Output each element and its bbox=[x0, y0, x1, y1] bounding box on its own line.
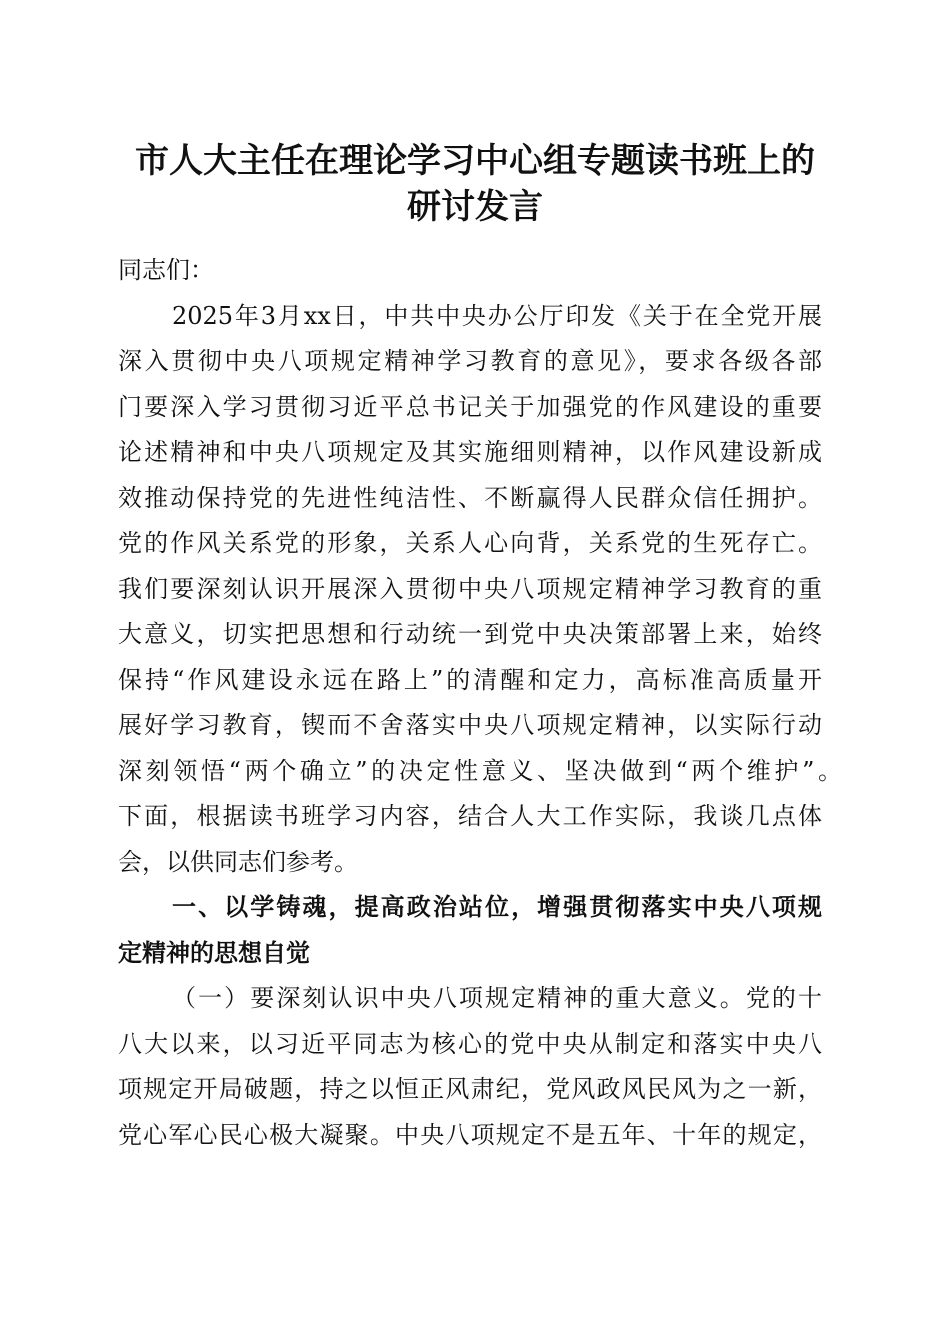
document-body bbox=[118, 248, 842, 1158]
paragraph-line: 保持“作风建设永远在路上”的清醒和定力，高标准高质量开 bbox=[118, 665, 822, 694]
section-heading: 一、以学铸魂，提高政治站位，增强贯彻落实中央八项规 bbox=[172, 893, 822, 921]
paragraph-line: （一）要深刻认识中央八项规定精神的重大意义。党的十 bbox=[172, 984, 822, 1012]
section-heading: 定精神的思想自觉 bbox=[118, 938, 310, 967]
paragraph-line: 深刻领悟“两个确立”的决定性意义、坚决做到“两个维护”。 bbox=[118, 756, 842, 785]
paragraph-line: 效推动保持党的先进性纯洁性、不断赢得人民群众信任拥护。 bbox=[118, 483, 822, 512]
paragraph-line: 我们要深刻认识开展深入贯彻中央八项规定精神学习教育的重 bbox=[118, 574, 822, 603]
paragraph-line: 党的作风关系党的形象，关系人心向背，关系党的生死存亡。 bbox=[118, 529, 822, 557]
paragraph-line: 项规定开局破题，持之以恒正风肃纪，党风政风民风为之一新， bbox=[118, 1075, 822, 1103]
title-line: 市人大主任在理论学习中心组专题读书班上的 bbox=[135, 141, 815, 181]
paragraph-line: 展好学习教育，锲而不舍落实中央八项规定精神，以实际行动 bbox=[118, 711, 822, 739]
document-title bbox=[0, 138, 950, 230]
paragraph-line: 论述精神和中央八项规定及其实施细则精神，以作风建设新成 bbox=[118, 438, 822, 466]
paragraph-line: 门要深入学习贯彻习近平总书记关于加强党的作风建设的重要 bbox=[118, 392, 822, 421]
paragraph-line: 会，以供同志们参考。 bbox=[118, 847, 358, 876]
paragraph-line: 党心军心民心极大凝聚。中央八项规定不是五年、十年的规定， bbox=[118, 1120, 822, 1149]
paragraph-line: 八大以来，以习近平同志为核心的党中央从制定和落实中央八 bbox=[118, 1029, 822, 1058]
title-line: 研讨发言 bbox=[407, 187, 543, 227]
paragraph-line: 大意义，切实把思想和行动统一到党中央决策部署上来，始终 bbox=[118, 620, 822, 648]
paragraph-line: 下面，根据读书班学习内容，结合人大工作实际，我谈几点体 bbox=[118, 802, 822, 830]
salutation: 同志们： bbox=[118, 256, 214, 284]
paragraph-line: 深入贯彻中央八项规定精神学习教育的意见》，要求各级各部 bbox=[118, 347, 822, 375]
paragraph-line: 2025年3月xx日，中共中央办公厅印发《关于在全党开展 bbox=[172, 301, 822, 330]
